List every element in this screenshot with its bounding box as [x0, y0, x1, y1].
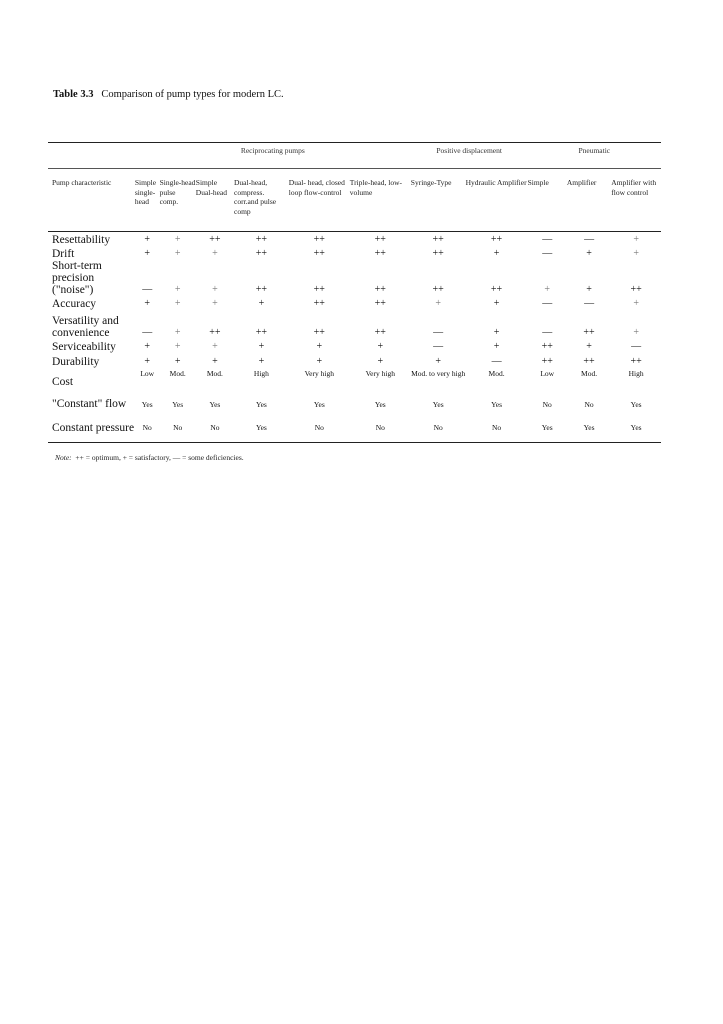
column-header-row	[48, 169, 661, 232]
table-cell: No	[433, 423, 443, 432]
row-label: Drift	[52, 248, 75, 260]
table-cell: —	[542, 248, 553, 259]
table-cell: Very high	[304, 369, 334, 378]
table-cell: +	[493, 297, 500, 309]
table-cell: —	[542, 234, 553, 245]
table-cell: —	[631, 340, 642, 352]
table-cell: +	[174, 327, 181, 338]
table-number: Table 3.3	[53, 89, 94, 100]
table-cell: +	[435, 297, 441, 309]
group-pneumatic: Pneumatic	[578, 146, 611, 155]
table-cell: ++	[432, 248, 444, 259]
table-cell: No	[210, 423, 220, 432]
table-cell: Low	[540, 369, 555, 378]
header-column-7: Syringe-Type	[410, 178, 452, 187]
header-column-3: Simple Dual-head	[195, 178, 228, 197]
table-cell: +	[174, 248, 181, 259]
table-cell: No	[314, 423, 324, 432]
table-cell: High	[253, 369, 269, 378]
table-row	[48, 248, 661, 260]
group-header-row	[48, 143, 661, 169]
note-prefix: Note:	[55, 453, 72, 462]
table-cell: —	[542, 297, 553, 309]
table-cell: Yes	[255, 423, 267, 432]
row-label: Durability	[52, 355, 100, 368]
row-label: Cost	[52, 376, 74, 388]
table-cell: +	[586, 284, 592, 295]
table-cell: ++	[313, 234, 325, 245]
table-cell: —	[542, 327, 553, 338]
table-cell: +	[258, 297, 265, 309]
table-cell: +	[144, 234, 151, 245]
table-cell: No	[375, 423, 385, 432]
table-cell: +	[258, 355, 265, 367]
table-cell: —	[584, 234, 595, 245]
table-cell: Mod.	[206, 369, 223, 378]
table-cell: Yes	[374, 399, 386, 409]
table-cell: ++	[583, 355, 595, 367]
table-cell: +	[633, 327, 639, 338]
table-cell: ++	[255, 248, 268, 259]
table-cell: ++	[313, 284, 325, 295]
table-cell: +	[316, 355, 323, 367]
table-cell: Yes	[432, 399, 444, 409]
table-cell: +	[493, 248, 500, 259]
row-label: "Constant" flow	[52, 398, 127, 410]
table-cell: High	[628, 369, 644, 378]
table-row	[48, 369, 661, 395]
table-cell: +	[377, 340, 384, 352]
header-column-9: Simple	[527, 178, 549, 187]
header-pump-characteristic: Pump characteristic	[52, 178, 112, 187]
table-cell: Yes	[491, 399, 503, 409]
table-cell: +	[174, 297, 181, 309]
table-cell: Yes	[541, 423, 553, 432]
table-cell: ++	[490, 284, 503, 295]
table-cell: Yes	[313, 399, 325, 409]
table-cell: —	[584, 297, 595, 309]
table-cell: +	[174, 234, 181, 245]
table-cell: ++	[374, 284, 386, 295]
table-cell: +	[633, 234, 639, 245]
table-cell: ++	[432, 284, 444, 295]
table-cell: ++	[630, 355, 642, 367]
table-cell: No	[173, 423, 183, 432]
table-cell: —	[433, 340, 444, 352]
table-cell: Yes	[209, 399, 221, 409]
header-column-5: Dual- head, closed loop flow-control	[288, 178, 345, 197]
table-cell: +	[144, 355, 151, 367]
table-cell: ++	[313, 327, 325, 338]
table-cell: ++	[541, 355, 553, 367]
table-cell: ++	[374, 327, 386, 338]
table-row	[48, 395, 661, 413]
row-label: Short-term precision ("noise")	[52, 260, 102, 296]
table-cell: +	[212, 248, 218, 259]
table-cell: —	[433, 327, 444, 338]
table-cell: +	[493, 327, 500, 338]
table-cell: ++	[541, 340, 553, 352]
table-cell: +	[144, 340, 151, 352]
note-text: ++ = optimum, + = satisfactory, — = some deficiencies.	[75, 453, 244, 462]
table-cell: ++	[630, 284, 642, 295]
table-row	[48, 339, 661, 354]
table-cell: +	[544, 284, 551, 295]
table-cell: +	[258, 340, 265, 352]
table-cell: Low	[140, 369, 155, 378]
table-cell: Yes	[141, 399, 153, 409]
table-cell: +	[633, 297, 639, 309]
table-row	[48, 413, 661, 443]
table-note	[55, 453, 244, 462]
table-cell: ++	[490, 234, 503, 245]
table-cell: ++	[255, 284, 268, 295]
table-cell: +	[174, 284, 181, 295]
table-cell: +	[212, 284, 218, 295]
table-title: Comparison of pump types for modern LC.	[101, 89, 284, 100]
table-cell: ++	[374, 297, 386, 309]
table-cell: +	[316, 340, 323, 352]
table-cell: Yes	[583, 423, 595, 432]
table-cell: +	[212, 297, 218, 309]
table-row	[48, 311, 661, 339]
table-cell: ++	[583, 327, 595, 338]
table-cell: ++	[255, 327, 268, 338]
table-row	[48, 260, 661, 296]
header-column-10: Amplifier	[566, 178, 597, 187]
table-cell: No	[142, 423, 152, 432]
table-cell: ++	[374, 248, 386, 259]
table-cell: +	[435, 355, 441, 367]
table-caption	[53, 89, 284, 100]
table-cell: —	[491, 355, 502, 367]
row-label: Constant pressure	[52, 421, 135, 434]
table-cell: ++	[209, 327, 221, 338]
header-column-11: Amplifier with flow control	[611, 178, 657, 197]
table-cell: ++	[209, 234, 221, 245]
table-cell: —	[142, 284, 153, 295]
table-cell: +	[174, 355, 181, 367]
table-cell: ++	[255, 234, 268, 245]
header-column-6: Triple-head, low-volume	[349, 178, 402, 197]
table-cell: +	[174, 340, 181, 352]
table-cell: +	[586, 340, 592, 352]
row-label: Accuracy	[52, 297, 97, 310]
table-cell: No	[542, 399, 552, 409]
table-row	[48, 296, 661, 311]
group-reciprocating: Reciprocating pumps	[240, 146, 305, 155]
table-cell: —	[142, 327, 153, 338]
table-cell: Yes	[255, 399, 267, 409]
table-cell: +	[586, 248, 592, 259]
table-row	[48, 232, 661, 249]
table-cell: Very high	[365, 369, 395, 378]
header-column-4: Dual-head, compress. corr.and pulse comp	[234, 178, 277, 216]
header-column-8: Hydraulic Amplifier	[465, 178, 527, 187]
table-cell: +	[144, 297, 151, 309]
row-label: Serviceability	[52, 340, 116, 353]
header-column-1: Simple single-head	[134, 178, 157, 206]
row-label: Resettability	[52, 234, 111, 246]
table-cell: Yes	[630, 399, 642, 409]
table-cell: Yes	[630, 423, 642, 432]
table-cell: Mod.	[581, 369, 598, 378]
table-cell: ++	[432, 234, 444, 245]
group-positive-displacement: Positive displacement	[436, 146, 502, 155]
table-body	[48, 232, 661, 443]
table-cell: Mod. to very high	[411, 369, 466, 378]
table-cell: +	[212, 340, 218, 352]
table-cell: Mod.	[169, 369, 186, 378]
table-cell: Mod.	[488, 369, 505, 378]
table-row	[48, 354, 661, 369]
table-cell: ++	[374, 234, 386, 245]
table-cell: +	[633, 248, 639, 259]
header-column-2: Single-head pulse comp.	[159, 178, 196, 206]
table-cell: No	[584, 399, 594, 409]
table-cell: +	[144, 248, 151, 259]
table-cell: ++	[313, 297, 325, 309]
table-cell: +	[377, 355, 384, 367]
table-cell: +	[212, 355, 218, 367]
table-cell: No	[491, 423, 502, 432]
table-cell: Yes	[172, 399, 184, 409]
table-cell: ++	[313, 248, 325, 259]
row-label: Versatility and convenience	[52, 315, 119, 339]
pump-comparison-table	[48, 142, 661, 443]
table-cell: +	[493, 340, 500, 352]
